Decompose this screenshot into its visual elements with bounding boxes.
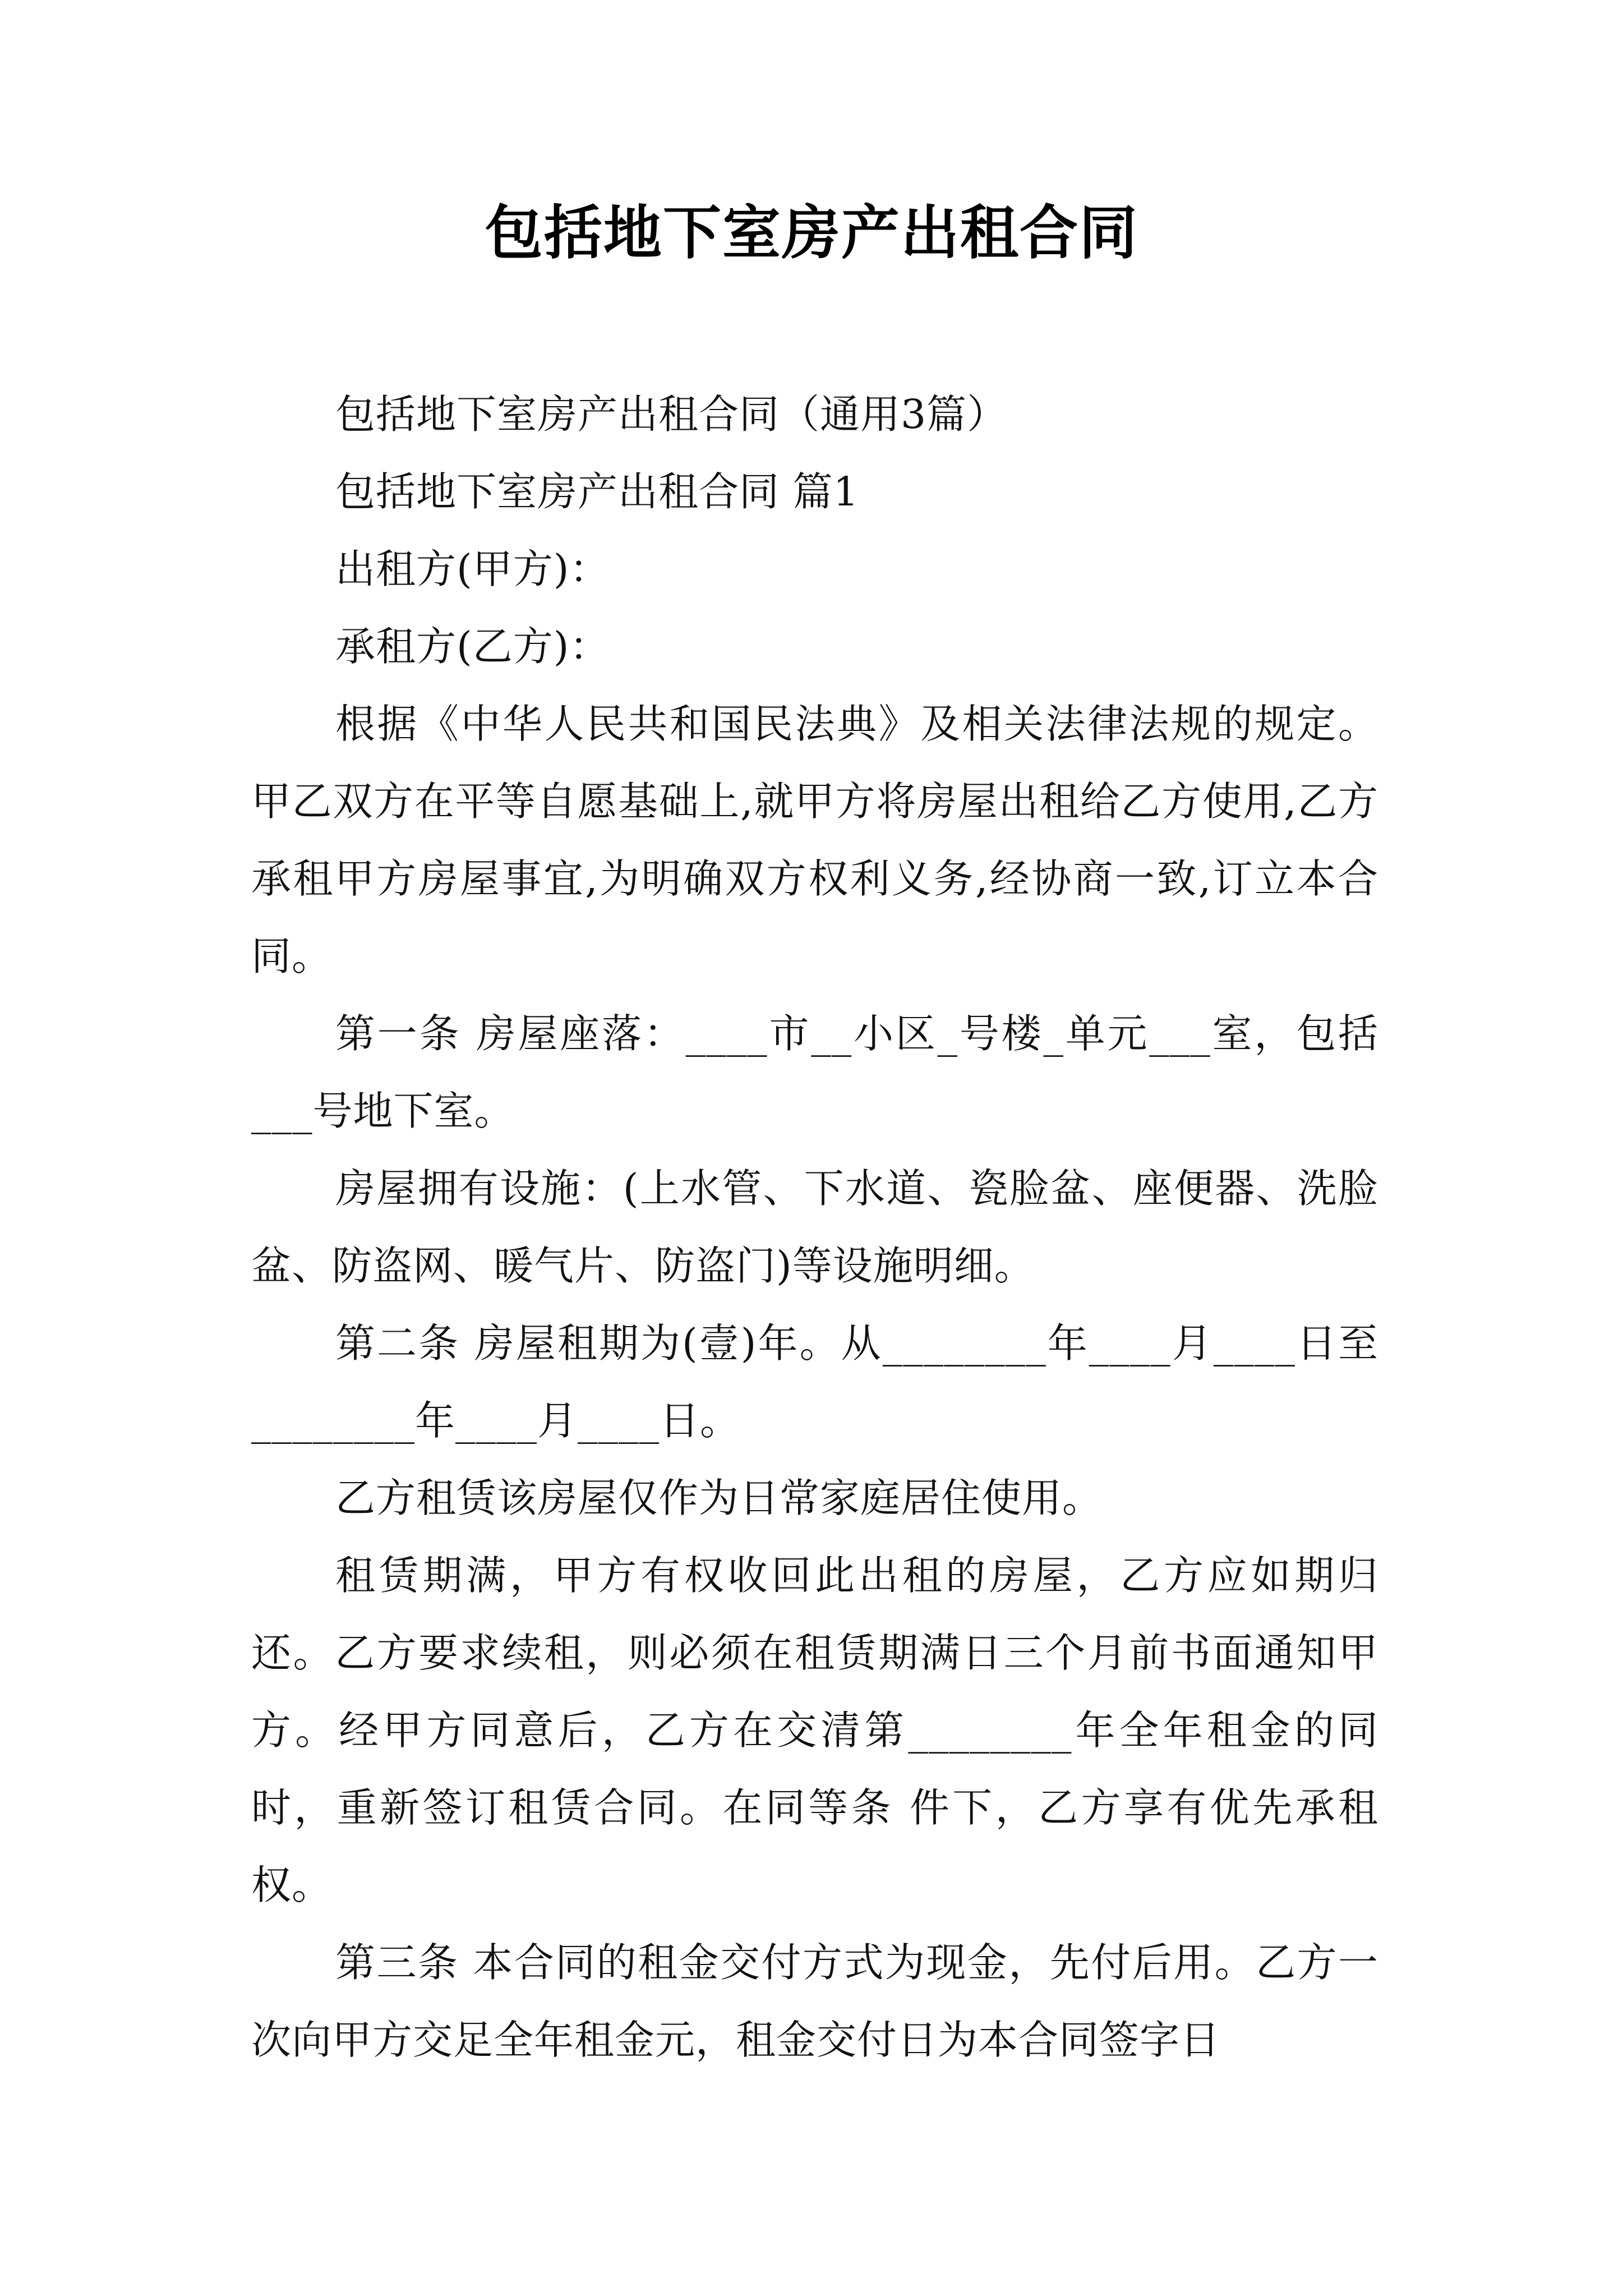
paragraph-lessor: 出租方(甲方)： xyxy=(335,546,610,592)
document-title: 包括地下室房产出租合同 xyxy=(484,198,1138,267)
paragraph-article-2: 第二条 房屋租期为(壹)年。从________年____月____日至________年____月____日。 xyxy=(251,1320,1378,1444)
paragraph-facilities: 房屋拥有设施：(上水管、下水道、瓷脸盆、座便器、洗脸盆、防盗网、暖气片、防盗门)等设施明细。 xyxy=(251,1165,1378,1289)
paragraph-usage: 乙方租赁该房屋仅作为日常家庭居住使用。 xyxy=(335,1475,1103,1521)
paragraph-preamble: 根据《中华人民共和国民法典》及相关法律法规的规定。甲乙双方在平等自愿基础上,就甲方将房屋出租给乙方使用,乙方承租甲方房屋事宜,为明确双方权利义务,经协商一致,订立本合同。 xyxy=(251,701,1378,979)
paragraph-article-1: 第一条 房屋座落：____市__小区_号楼_单元___室，包括___号地下室。 xyxy=(251,1010,1378,1134)
paragraph-section-heading: 包括地下室房产出租合同 篇1 xyxy=(335,468,859,515)
paragraph-subtitle: 包括地下室房产出租合同（通用3篇） xyxy=(335,391,1008,438)
paragraph-article-3: 第三条 本合同的租金交付方式为现金，先付后用。乙方一次向甲方交足全年租金元，租金交付日为本合同签字日 xyxy=(251,1939,1378,2063)
paragraph-renewal: 租赁期满，甲方有权收回此出租的房屋，乙方应如期归还。乙方要求续租，则必须在租赁期满日三个月前书面通知甲方。经甲方同意后，乙方在交清第________年全年租金的同时，重新签订租赁合同。在同等条 件下，乙方享有优先承租权。 xyxy=(251,1552,1378,1908)
paragraph-lessee: 承租方(乙方)： xyxy=(335,623,610,670)
document-body xyxy=(251,376,1378,2079)
